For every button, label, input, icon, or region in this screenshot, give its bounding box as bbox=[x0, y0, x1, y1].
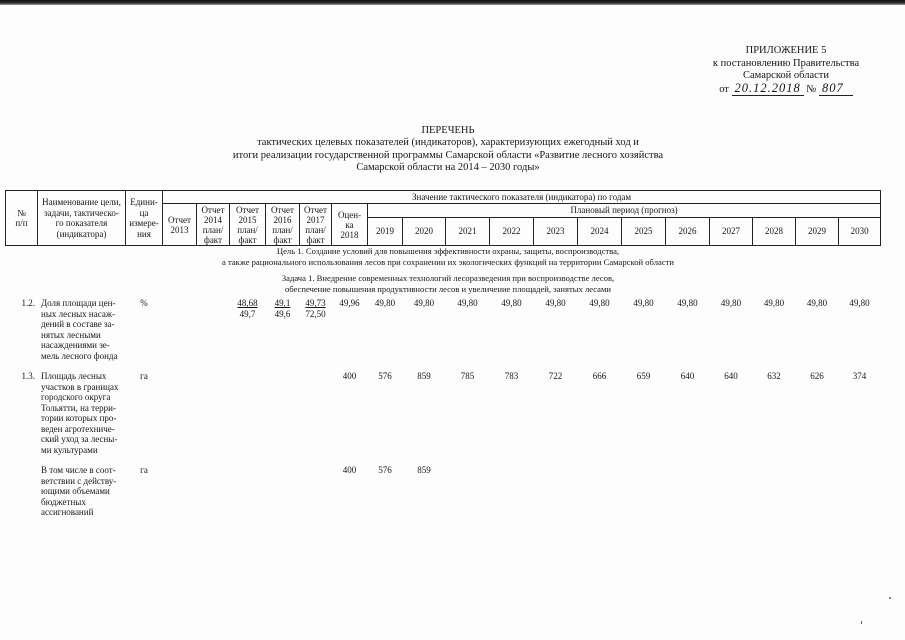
col-name-header bbox=[38, 191, 126, 246]
value-cell-2027: 49,80 bbox=[720, 298, 742, 308]
header-line: го показателя bbox=[55, 218, 108, 228]
handwritten-number: 807 bbox=[819, 81, 853, 96]
header-line: 2016 bbox=[273, 214, 292, 225]
value-cell-2020: 859 bbox=[417, 371, 431, 381]
header-line: Отчет bbox=[236, 204, 259, 215]
indicator-name-line: мель лесного фонда bbox=[41, 350, 118, 361]
col-year-header: 2024 bbox=[578, 218, 622, 246]
col-year-header: 2022 bbox=[490, 218, 534, 246]
indicator-name-line: В том числе в соот- bbox=[41, 465, 116, 475]
header-line: Отчет bbox=[304, 204, 327, 215]
indicator-name-line: ассигнований bbox=[41, 507, 94, 517]
header-line: 2018 bbox=[340, 229, 359, 240]
col-number-header bbox=[6, 191, 38, 246]
value-cell-2030 bbox=[839, 465, 881, 528]
value-cell-2023: 722 bbox=[548, 371, 563, 381]
value-cell-2025 bbox=[622, 465, 666, 528]
col-estimate-2018-header bbox=[332, 204, 368, 246]
appendix-title: ПРИЛОЖЕНИЕ 5 bbox=[745, 45, 827, 56]
table-row bbox=[6, 371, 881, 465]
header-line: № bbox=[17, 207, 26, 218]
indicator-name bbox=[38, 371, 126, 465]
value-cell-2029 bbox=[796, 465, 839, 528]
document-heading bbox=[150, 125, 746, 175]
value-cell-2024: 666 bbox=[592, 371, 607, 381]
header-line: Наименование цели, bbox=[42, 197, 121, 207]
value-cell-2016 bbox=[266, 465, 300, 528]
value-cell-2016 bbox=[266, 371, 300, 465]
value-cell-2028: 49,80 bbox=[763, 298, 785, 308]
value-cell-2021: 785 bbox=[460, 371, 475, 381]
col-year-header: 2020 bbox=[403, 218, 446, 246]
plan-period-header: Плановый период (прогноз) bbox=[368, 204, 881, 218]
value-cell-2013 bbox=[163, 371, 197, 465]
value-cell-2030: 49,80 bbox=[849, 298, 870, 308]
value-cell-2025: 49,80 bbox=[633, 298, 654, 308]
value-cell-2017 bbox=[300, 465, 332, 528]
table-body bbox=[5, 298, 881, 528]
col-report-2013-header bbox=[163, 204, 197, 246]
indicator-name-line: ми культурами bbox=[41, 444, 98, 455]
indicator-name-line: Тольятти, на терри- bbox=[41, 402, 116, 413]
handwritten-date: 20.12.2018 bbox=[732, 81, 804, 96]
value-cell-2027 bbox=[710, 465, 753, 528]
value-cell-2017 bbox=[300, 298, 332, 371]
value-cell-2019: 576 bbox=[378, 465, 392, 475]
value-cell-2028 bbox=[753, 465, 796, 528]
value-cell-2017 bbox=[300, 371, 332, 465]
header-line: факт bbox=[238, 234, 257, 245]
table-row bbox=[6, 298, 881, 371]
value-cell-2026 bbox=[666, 465, 710, 528]
header-line: ния bbox=[137, 228, 151, 239]
values-group-header: Значение тактического показателя (индикатора) по годам bbox=[163, 191, 881, 204]
value-cell-2014 bbox=[197, 465, 230, 528]
col-year-header: 2021 bbox=[446, 218, 490, 246]
appendix-line: Самарской области bbox=[743, 70, 829, 82]
table-row bbox=[6, 465, 881, 528]
header-line: Отчет bbox=[201, 204, 225, 215]
heading-line: итоги реализации государственной программы Самарской области «Развитие лесного хозяйства bbox=[232, 149, 664, 161]
value-cell-2028: 632 bbox=[767, 371, 781, 381]
value-cell-2013 bbox=[163, 465, 197, 528]
header-line: план/ bbox=[272, 224, 293, 235]
indicator-name bbox=[38, 465, 126, 528]
row-number: 1.2. bbox=[21, 298, 35, 308]
header-line: Отчет bbox=[271, 204, 294, 215]
value-cell-2030: 374 bbox=[852, 371, 867, 381]
value-cell-2021: 49,80 bbox=[457, 298, 478, 308]
indicator-name-line: насаждениями зе- bbox=[41, 340, 110, 350]
indicator-name-line: дений в составе за- bbox=[41, 319, 115, 329]
header-line: Едини- bbox=[130, 197, 158, 207]
value-cell-2019: 576 bbox=[378, 371, 392, 381]
col-report-2014-header bbox=[197, 204, 230, 246]
header-line: задачи, тактическо- bbox=[44, 207, 119, 218]
plan-value: 49,73 bbox=[305, 298, 326, 308]
fact-value: 49,6 bbox=[274, 308, 291, 319]
goal-text bbox=[100, 246, 796, 267]
col-year-header: 2029 bbox=[796, 218, 839, 246]
plan-value: 48,68 bbox=[237, 298, 258, 308]
header-line: факт bbox=[306, 234, 325, 245]
col-year-header: 2019 bbox=[368, 218, 403, 246]
header-line: 2015 bbox=[238, 214, 257, 225]
value-cell-2014 bbox=[197, 298, 230, 371]
fact-value: 72,50 bbox=[305, 308, 326, 319]
col-year-header: 2026 bbox=[666, 218, 710, 246]
header-line: факт bbox=[203, 234, 222, 245]
indicator-name-line: ющими объемами bbox=[41, 486, 110, 496]
fact-value: 49,7 bbox=[239, 308, 256, 319]
value-cell-2020: 859 bbox=[417, 465, 431, 475]
value-cell-2029: 626 bbox=[810, 371, 824, 381]
value-cell-2016 bbox=[266, 298, 300, 371]
col-report-2017-header bbox=[300, 204, 332, 246]
indicator-name-line: Площадь лесных bbox=[41, 371, 107, 381]
value-cell-2025: 659 bbox=[636, 371, 651, 381]
col-year-header: 2028 bbox=[753, 218, 796, 246]
value-cell-2024: 49,80 bbox=[589, 298, 610, 308]
indicator-name-line: городского округа bbox=[41, 392, 111, 402]
table-header bbox=[5, 190, 881, 246]
value-cell-2019: 49,80 bbox=[374, 298, 396, 308]
value-cell-2018: 49,96 bbox=[339, 298, 360, 308]
value-cell-2013 bbox=[163, 298, 197, 371]
value-cell-2024 bbox=[578, 465, 622, 528]
scan-speck bbox=[861, 621, 862, 624]
value-cell-2018: 400 bbox=[342, 465, 357, 475]
goal-line: а также рационального использования лесов при сохранении их экологических функций на территории Самарской области bbox=[222, 256, 674, 267]
value-cell-2018: 400 bbox=[342, 371, 357, 381]
value-cell-2022: 49,80 bbox=[501, 298, 522, 308]
indicator-name-line: участков в границах bbox=[41, 381, 119, 392]
value-cell-2026: 49,80 bbox=[677, 298, 698, 308]
col-year-header: 2025 bbox=[622, 218, 666, 246]
date-prefix: от bbox=[719, 83, 729, 95]
plan-value: 49,1 bbox=[274, 298, 291, 308]
task-text bbox=[100, 273, 796, 294]
header-line: план/ bbox=[237, 224, 258, 235]
header-line: факт bbox=[273, 234, 292, 245]
appendix-block bbox=[706, 45, 866, 96]
value-cell-2023: 49,80 bbox=[545, 298, 566, 308]
header-line: ка bbox=[345, 219, 354, 230]
heading-line: Самарской области на 2014 – 2030 годы» bbox=[356, 162, 540, 174]
header-line: план/ bbox=[305, 224, 326, 235]
indicator-name-line: тории которых про- bbox=[41, 413, 117, 423]
header-line: Оцен- bbox=[337, 209, 362, 220]
col-year-header: 2023 bbox=[534, 218, 578, 246]
value-cell-2015 bbox=[230, 465, 266, 528]
row-number bbox=[6, 465, 38, 528]
header-line: 2014 bbox=[204, 214, 222, 225]
value-cell-2021 bbox=[446, 465, 490, 528]
appendix-line: к постановлению Правительства bbox=[712, 57, 860, 69]
task-line: Задача 1. Внедрение современных технологий лесоразведения при воспроизводстве лесов, bbox=[281, 273, 615, 283]
indicator-name-line: ных лесных насаж- bbox=[41, 308, 116, 319]
signature-line bbox=[706, 80, 866, 97]
value-cell-2015 bbox=[230, 298, 266, 371]
document-title: ПЕРЕЧЕНЬ bbox=[421, 125, 475, 136]
indicator-name bbox=[38, 298, 126, 371]
indicator-name-line: ветствии с действу- bbox=[41, 475, 117, 486]
value-cell-2027: 640 bbox=[724, 371, 738, 381]
col-year-header: 2030 bbox=[839, 218, 881, 246]
header-line: 2013 bbox=[170, 224, 189, 235]
indicator-name-line: веден агротехниче- bbox=[41, 423, 115, 434]
table-rows bbox=[6, 298, 881, 528]
unit-of-measure: га bbox=[140, 371, 148, 381]
indicator-name-line: ский уход за лесны- bbox=[41, 434, 118, 444]
value-cell-2023 bbox=[534, 465, 578, 528]
value-cell-2029: 49,80 bbox=[806, 298, 828, 308]
header-line: (индикатора) bbox=[56, 228, 107, 239]
value-cell-2022 bbox=[490, 465, 534, 528]
number-prefix: № bbox=[806, 83, 817, 95]
indicator-name-line: Доля площади цен- bbox=[41, 298, 116, 308]
scan-speck bbox=[889, 597, 891, 599]
value-cell-2015 bbox=[230, 371, 266, 465]
col-report-2015-header bbox=[230, 204, 266, 246]
col-report-2016-header bbox=[266, 204, 300, 246]
header-line: измере- bbox=[129, 218, 159, 228]
goal-line: Цель 1. Создание условий для повышения эффективности охраны, защиты, воспроизводства, bbox=[276, 246, 620, 256]
scan-edge bbox=[0, 0, 905, 5]
indicator-name-line: нятых лесными bbox=[41, 329, 101, 340]
heading-line: тактических целевых показателей (индикаторов), характеризующих ежегодный ход и bbox=[257, 137, 639, 149]
value-cell-2022: 783 bbox=[504, 371, 519, 381]
task-line: обеспечение повышения продуктивности лесов и увеличение площадей, занятых лесами bbox=[284, 283, 612, 294]
col-unit-header bbox=[126, 191, 163, 246]
header-line: ца bbox=[139, 207, 149, 218]
header-line: план/ bbox=[202, 224, 224, 235]
row-number: 1.3. bbox=[21, 371, 35, 381]
value-cell-2014 bbox=[197, 371, 230, 465]
col-year-header: 2027 bbox=[710, 218, 753, 246]
unit-of-measure: га bbox=[140, 465, 148, 475]
header-line: п/п bbox=[15, 218, 28, 228]
unit-of-measure: % bbox=[140, 298, 148, 308]
value-cell-2020: 49,80 bbox=[413, 298, 435, 308]
value-cell-2026: 640 bbox=[680, 371, 695, 381]
header-line: Отчет bbox=[168, 214, 191, 225]
indicator-name-line: бюджетных bbox=[41, 496, 86, 507]
header-line: 2017 bbox=[306, 214, 325, 225]
